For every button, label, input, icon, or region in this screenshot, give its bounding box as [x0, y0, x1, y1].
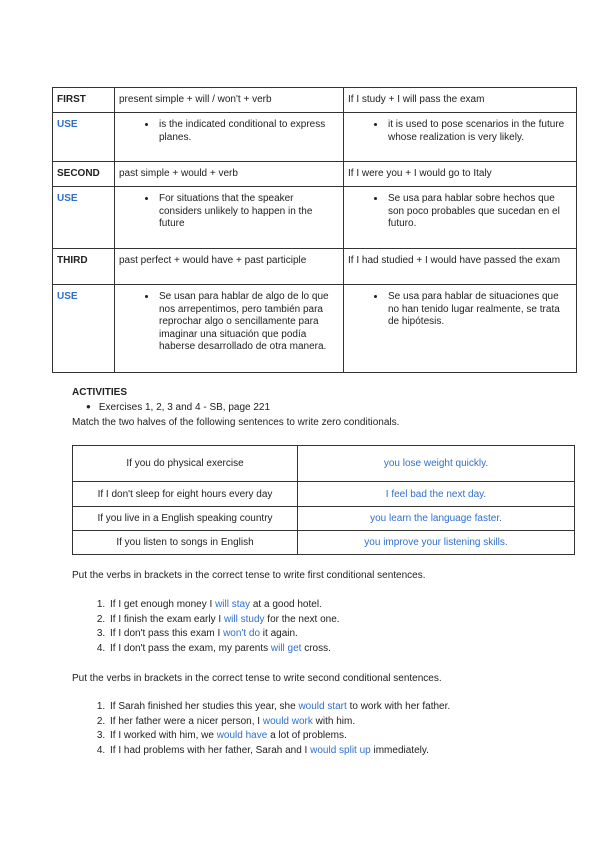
match-left: If I don't sleep for eight hours every day [73, 482, 298, 507]
third-label: THIRD [53, 249, 115, 285]
third-structure: past perfect + would have + past participle [115, 249, 344, 285]
first-row [53, 88, 577, 113]
match-row [73, 531, 575, 555]
third-use-en: • Se usan para hablar de algo de lo que nos arrepentimos, pero también para reprochar algo o sencillamente para imaginar una situación que podía haberse desarrollado de otra manera. [157, 291, 339, 354]
first-use-es: • it is used to pose scenarios in the future whose realization is very likely. [386, 119, 572, 144]
answer: will stay [215, 599, 251, 610]
list-item: 3. If I worked with him, we would have a lot of problems. [108, 729, 450, 744]
second-label: SECOND [53, 162, 115, 187]
activities-bullet: ● Exercises 1, 2, 3 and 4 - SB, page 221 [86, 402, 270, 413]
list-item: 1. If Sarah finished her studies this year, she would start to work with her father. [108, 700, 450, 715]
first-example: If I study + I will pass the exam [344, 88, 577, 113]
answer: won't do [223, 628, 261, 639]
match-left: If you listen to songs in English [73, 531, 298, 555]
answer: would have [216, 730, 268, 741]
second-conditional-list [90, 700, 450, 758]
first-use-label: USE [53, 113, 115, 162]
second-use-es: • Se usa para hablar sobre hechos que son poco probables que sucedan en el futuro. [386, 193, 572, 231]
second-use-en: • For situations that the speaker considers unlikely to happen in the future [157, 193, 339, 231]
match-table [72, 445, 575, 555]
answer: will study [223, 613, 265, 625]
list-item: 3. If I don't pass this exam I won't do it again. [108, 627, 340, 642]
second-use-label: USE [53, 187, 115, 249]
match-instruction: Match the two halves of the following sentences to write zero conditionals. [72, 417, 400, 428]
second-row [53, 162, 577, 187]
third-use-es: • Se usa para hablar de situaciones que no han tenido lugar realmente, se trata de hipótesis. [386, 291, 572, 329]
list-item: 4. If I don't pass the exam, my parents will get cross. [108, 642, 340, 657]
third-use-label: USE [53, 285, 115, 373]
match-left: If you do physical exercise [73, 446, 298, 482]
third-example: If I had studied + I would have passed the exam [344, 249, 577, 285]
match-row [73, 482, 575, 507]
first-label: FIRST [53, 88, 115, 113]
first-use-en: • is the indicated conditional to express planes. [157, 119, 339, 144]
third-use-row [53, 285, 577, 373]
match-row [73, 446, 575, 482]
conditionals-table [52, 87, 577, 373]
second-structure: past simple + would + verb [115, 162, 344, 187]
list-item: 1. If I get enough money I will stay at a good hotel. [108, 598, 340, 613]
match-right: you learn the language faster. [298, 507, 575, 531]
match-row [73, 507, 575, 531]
match-right: you lose weight quickly. [298, 446, 575, 482]
match-right: you improve your listening skills. [298, 531, 575, 555]
first-conditional-list [90, 598, 340, 656]
first-structure: present simple + will / won't + verb [115, 88, 344, 113]
list-item: 4. If I had problems with her father, Sarah and I would split up immediately. [108, 744, 450, 759]
answer: will get [270, 642, 302, 654]
second-conditional-instruction: Put the verbs in brackets in the correct tense to write second conditional sentences. [72, 673, 442, 684]
activities-title: ACTIVITIES [72, 387, 128, 398]
second-example: If I were you + I would go to Italy [344, 162, 577, 187]
third-row [53, 249, 577, 285]
answer: would work [262, 715, 313, 727]
answer: would split up [310, 744, 371, 756]
match-left: If you live in a English speaking country [73, 507, 298, 531]
first-use-row [53, 113, 577, 162]
list-item: 2. If I finish the exam early I will study for the next one. [108, 613, 340, 628]
answer: would start [298, 701, 347, 712]
match-right: I feel bad the next day. [298, 482, 575, 507]
activities-list [86, 402, 270, 413]
second-use-row [53, 187, 577, 249]
list-item: 2. If her father were a nicer person, I would work with him. [108, 715, 450, 730]
first-conditional-instruction: Put the verbs in brackets in the correct tense to write first conditional sentences. [72, 570, 426, 581]
